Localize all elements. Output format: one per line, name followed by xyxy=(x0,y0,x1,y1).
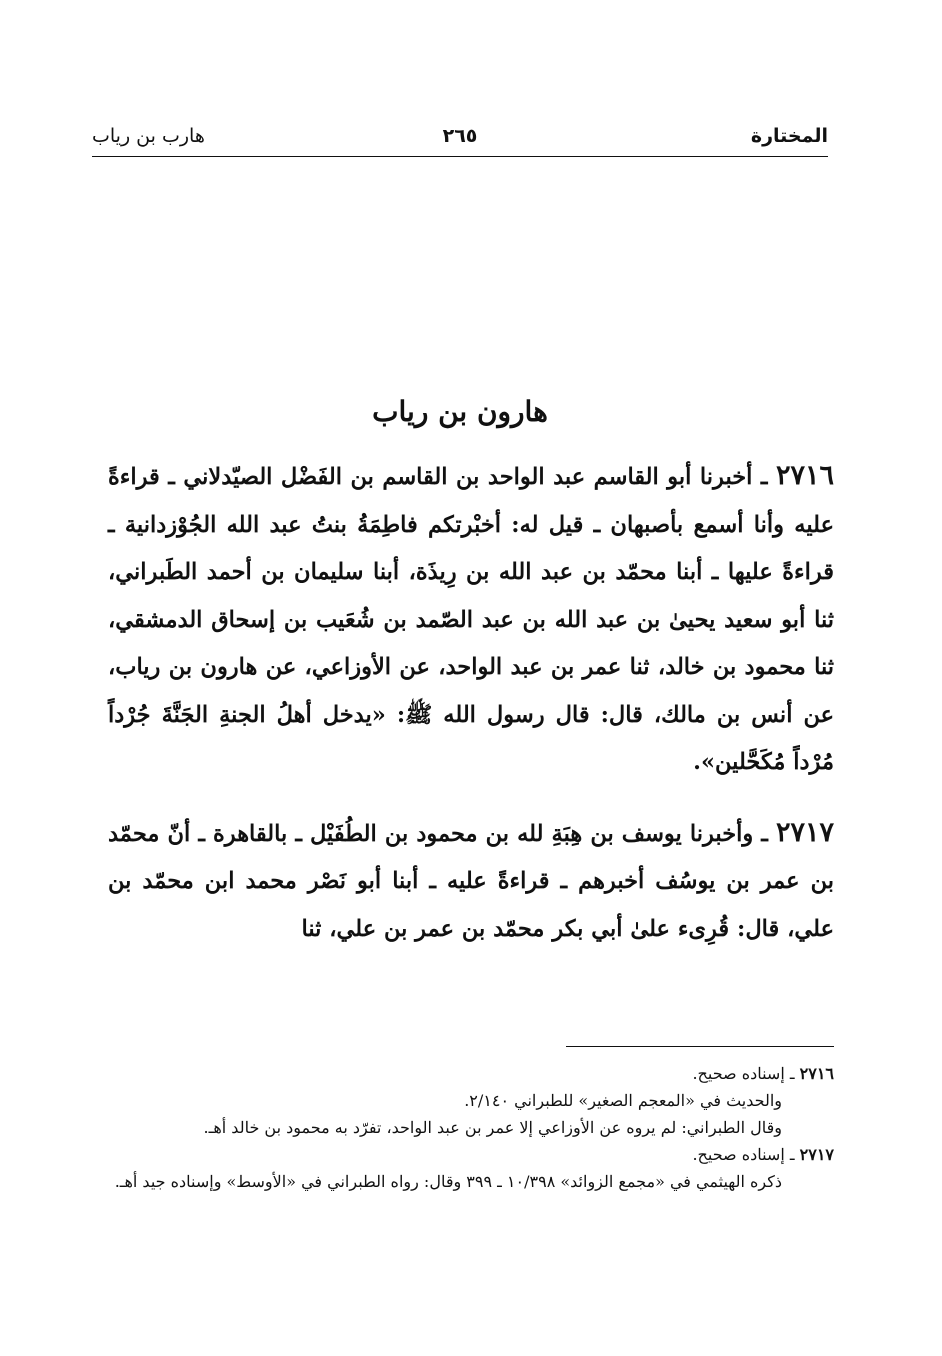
hadith-number: ٢٧١٧ xyxy=(775,816,834,848)
footnote-entry xyxy=(108,1141,834,1195)
page-number: ٢٦٥ xyxy=(442,125,478,147)
footnote-entry xyxy=(108,1060,834,1141)
section-title: هارون بن رياب xyxy=(372,395,548,428)
footnote-rule xyxy=(566,1046,834,1047)
footnote-lead xyxy=(108,1060,834,1087)
footnote-line: ذكره الهيثمي في «مجمع الزوائد» ١٠/٣٩٨ ـ ٣٩٩ وقال: رواه الطبراني في «الأوسط» وإسناده جيد أهـ. xyxy=(114,1172,782,1191)
footnote-number: ٢٧١٧ xyxy=(799,1145,834,1164)
hadith-text: ـ وأخبرنا يوسف بن هِبَةِ لله بن محمود بن الطُفَيْل ـ بالقاهرة ـ أنّ محمّد بن عمر بن يوسُف أخبرهم ـ قراءةً عليه ـ أبنا أبو نَصْر محمد ابن محمّد بن علي، قال: قُرِىء علىٰ أبي بكر محمّد بن عمر بن علي، ثنا xyxy=(108,820,834,942)
hadith-entry xyxy=(108,452,834,787)
hadith-number: ٢٧١٦ xyxy=(775,460,834,491)
header-rule xyxy=(92,156,828,157)
footnote-line: والحديث في «المعجم الصغير» للطبراني ٢/١٤٠. xyxy=(464,1091,782,1110)
hadith-entry xyxy=(108,809,834,954)
running-header xyxy=(92,118,828,158)
footnote-number: ٢٧١٦ xyxy=(799,1064,834,1083)
hadith-text: ـ أخبرنا أبو القاسم عبد الواحد بن القاسم بن الفَضْل الصيّدلاني ـ قراءةً عليه وأنا أسمع بأصبهان ـ قيل له: أخبْرتكم فاطِمَةُ بنتُ عبد الله الجُوْزدانية ـ قراءةً عليها ـ أبنا محمّد بن عبد الله بن رِيذَة، أبنا سليمان بن أحمد الطَبراني، ثنا أبو سعيد يحيىٰ بن عبد الله بن عبد الصّمد بن شُعَيب بن إسحاق الدمشقي، ثنا محمود بن خالد، ثنا عمر بن عبد الواحد، عن الأوزاعي، عن هارون بن رياب، عن أنس بن مالك، قال: قال رسول الله ﷺ: «يدخل أهلُ الجنةِ الجَنَّةَ جُرْداً مُرْداً مُكَحَّلين». xyxy=(108,464,834,775)
footnote-lead xyxy=(108,1141,834,1168)
footnote-line: وقال الطبراني: لم يروه عن الأوزاعي إلا عمر بن عبد الواحد، تفرّد به محمود بن خالد أهـ. xyxy=(203,1118,782,1137)
main-text xyxy=(108,452,834,975)
footnote-lead-text: ـ إسناده صحيح. xyxy=(692,1064,800,1083)
footnotes xyxy=(108,1060,834,1195)
header-section-name: هارب بن رياب xyxy=(92,125,205,147)
footnote-lead-text: ـ إسناده صحيح. xyxy=(692,1145,800,1164)
header-book-title: المختارة xyxy=(750,125,828,147)
